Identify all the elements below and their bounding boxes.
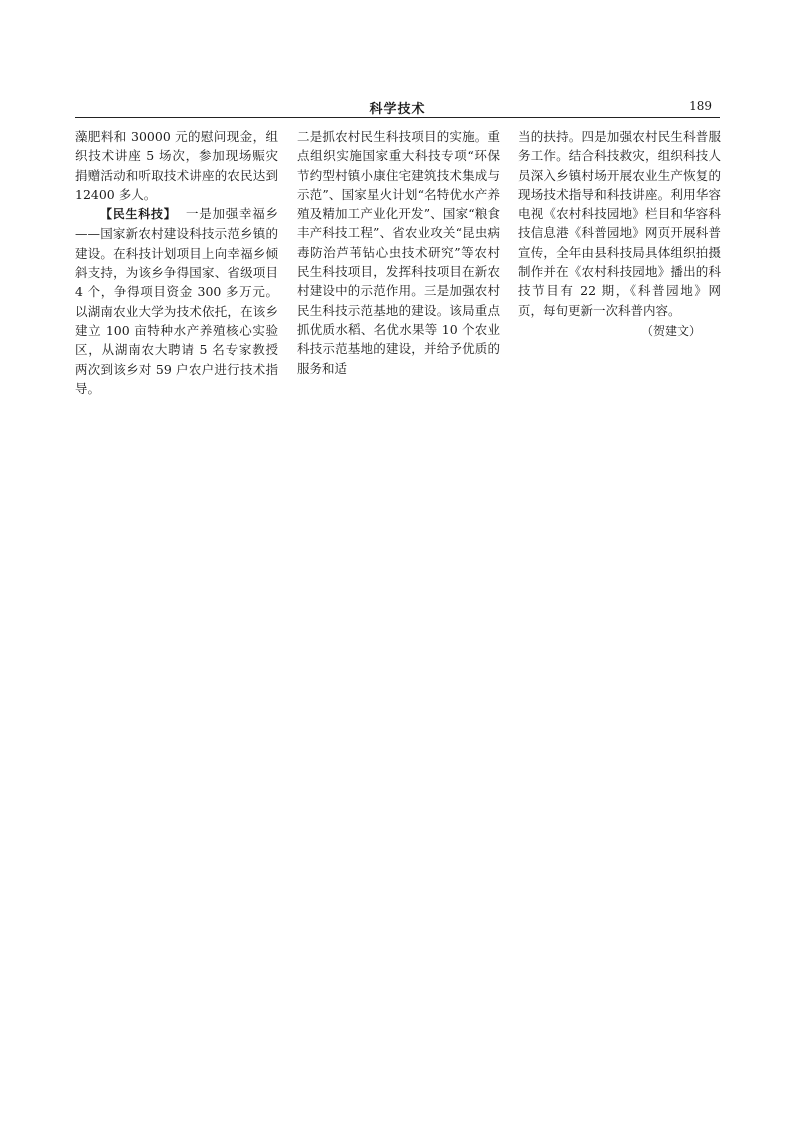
page-header	[75, 96, 720, 118]
section-label: 【民生科技】	[100, 207, 177, 222]
paragraph-text: 一是加强幸福乡——国家新农村建设科技示范乡镇的建设。在科技计划项目上向幸福乡倾斜支持，为该乡争得国家、省级项目 4 个，争得项目资金 300 多万元。以湖南农业大学为技术依托，在该乡建立 100 亩特种水产养殖核心实验区，从湖南农大聘请 5 名专家教授两次到该乡对 59 户农户进行技术指导。	[75, 206, 278, 396]
paragraph-livelihood-tech	[75, 204, 278, 398]
paragraph-continued: 藻肥料和 30000 元的慰问现金，组织技术讲座 5 场次，参加现场赈灾捐赠活动和听取技术讲座的农民达到 12400 多人。	[75, 129, 278, 202]
text-column-3	[518, 127, 721, 341]
text-column-1	[75, 127, 278, 398]
header-rule	[75, 117, 720, 118]
author-credit: （贺建文）	[640, 323, 701, 338]
section-title: 科学技术	[369, 102, 426, 117]
paragraph-projects: 二是抓农村民生科技项目的实施。重点组织实施国家重大科技专项“环保节约型村镇小康住宅建筑技术集成与示范”、国家星火计划“名特优水产养殖及精加工产业化开发”、国家“粮食丰产科技工程”、省农业攻关“昆虫病毒防治芦苇钻心虫技术研究”等农村民生科技项目，发挥科技项目在新农村建设中的示范作用。三是加强农村民生科技示范基地的建设。该局重点抓优质水稻、名优水果等 10 个农业科技示范基地的建设，并给予优质的服务和适	[297, 129, 500, 376]
page-number: 189	[689, 99, 712, 113]
paragraph-science-popularization: 当的扶持。四是加强农村民生科普服务工作。结合科技救灾，组织科技人员深入乡镇村场开展农业生产恢复的现场技术指导和科技讲座。利用华容电视《农村科技园地》栏目和华容科技信息港《科普园地》网页开展科普宣传，全年由县科技局具体组织拍摄制作并在《农村科技园地》播出的科技节目有 22 期，《科普园地》网页，每旬更新一次科普内容。	[518, 129, 721, 318]
text-column-2	[297, 127, 500, 378]
